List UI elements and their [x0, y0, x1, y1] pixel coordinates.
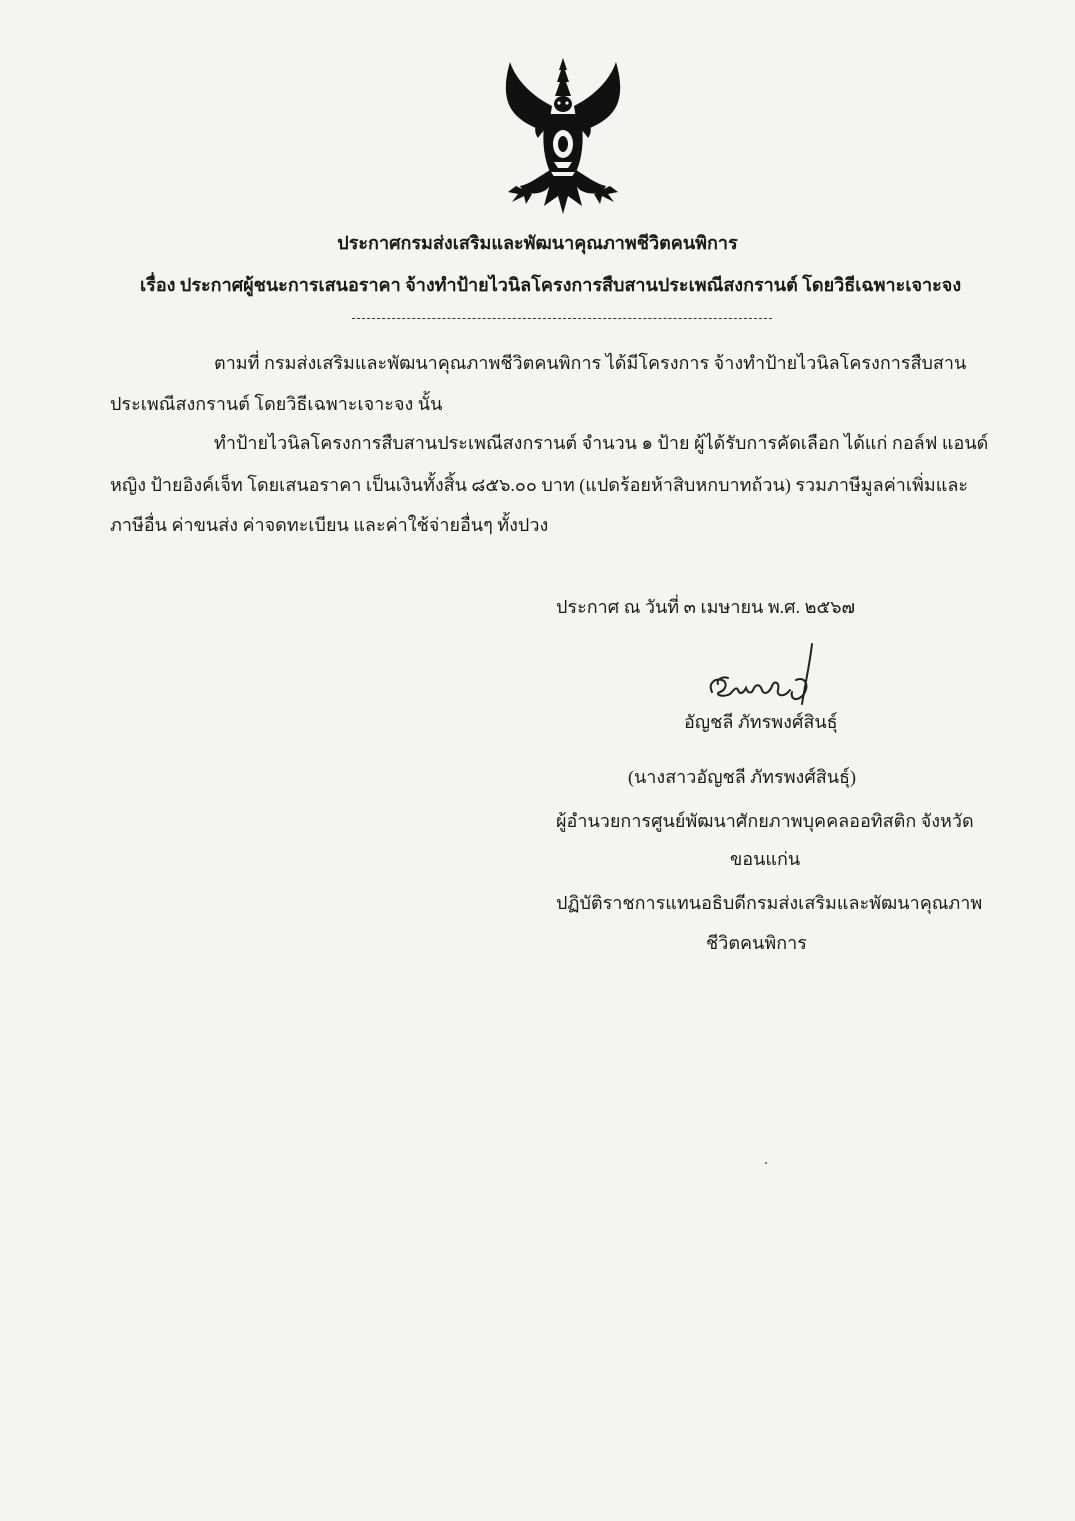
- announcement-subject: เรื่อง ประกาศผู้ชนะการเสนอราคา จ้างทำป้ายไวนิลโครงการสืบสานประเพณีสงกรานต์ โดยวิธีเฉพาะเจาะจง: [140, 275, 962, 295]
- signatory-position-line-1: ผู้อำนวยการศูนย์พัฒนาศักยภาพบุคคลออทิสติก จังหวัด: [556, 811, 974, 831]
- announcement-date: ประกาศ ณ วันที่ ๓ เมษายน พ.ศ. ๒๕๖๗: [556, 597, 856, 617]
- announcement-title: ประกาศกรมส่งเสริมและพัฒนาคุณภาพชีวิตคนพิการ: [337, 233, 738, 253]
- garuda-emblem-icon: [502, 56, 624, 216]
- title-separator: [352, 318, 772, 319]
- paper-speck: [765, 1162, 767, 1164]
- signatory-position-line-4: ชีวิตคนพิการ: [706, 933, 807, 953]
- signatory-position-line-2: ขอนแก่น: [730, 849, 801, 869]
- body-paragraph-2-line-3: ภาษีอื่น ค่าขนส่ง ค่าจดทะเบียน และค่าใช้จ่ายอื่นๆ ทั้งปวง: [110, 515, 549, 535]
- body-paragraph-1-line-2: ประเพณีสงกรานต์ โดยวิธีเฉพาะเจาะจง นั้น: [110, 394, 443, 414]
- body-paragraph-2-line-1: ทำป้ายไวนิลโครงการสืบสานประเพณีสงกรานต์ จำนวน ๑ ป้าย ผู้ได้รับการคัดเลือก ได้แก่ กอล์ฟ แอนด์: [214, 433, 989, 453]
- handwritten-signature-icon: [700, 640, 830, 710]
- signature-name: อัญชลี ภัทรพงศ์สินธุ์: [684, 712, 838, 732]
- body-paragraph-1-line-1: ตามที่ กรมส่งเสริมและพัฒนาคุณภาพชีวิตคนพิการ ได้มีโครงการ จ้างทำป้ายไวนิลโครงการสืบสาน: [214, 353, 967, 373]
- signatory-position-line-3: ปฏิบัติราชการแทนอธิบดีกรมส่งเสริมและพัฒนาคุณภาพ: [556, 893, 983, 913]
- signatory-full-name: (นางสาวอัญชลี ภัทรพงศ์สินธุ์): [628, 767, 857, 787]
- body-paragraph-2-line-2: หญิง ป้ายอิงค์เจ็ท โดยเสนอราคา เป็นเงินทั้งสิ้น ๘๕๖.๐๐ บาท (แปดร้อยห้าสิบหกบาทถ้วน) รวมภาษีมูลค่าเพิ่มและ: [110, 475, 969, 495]
